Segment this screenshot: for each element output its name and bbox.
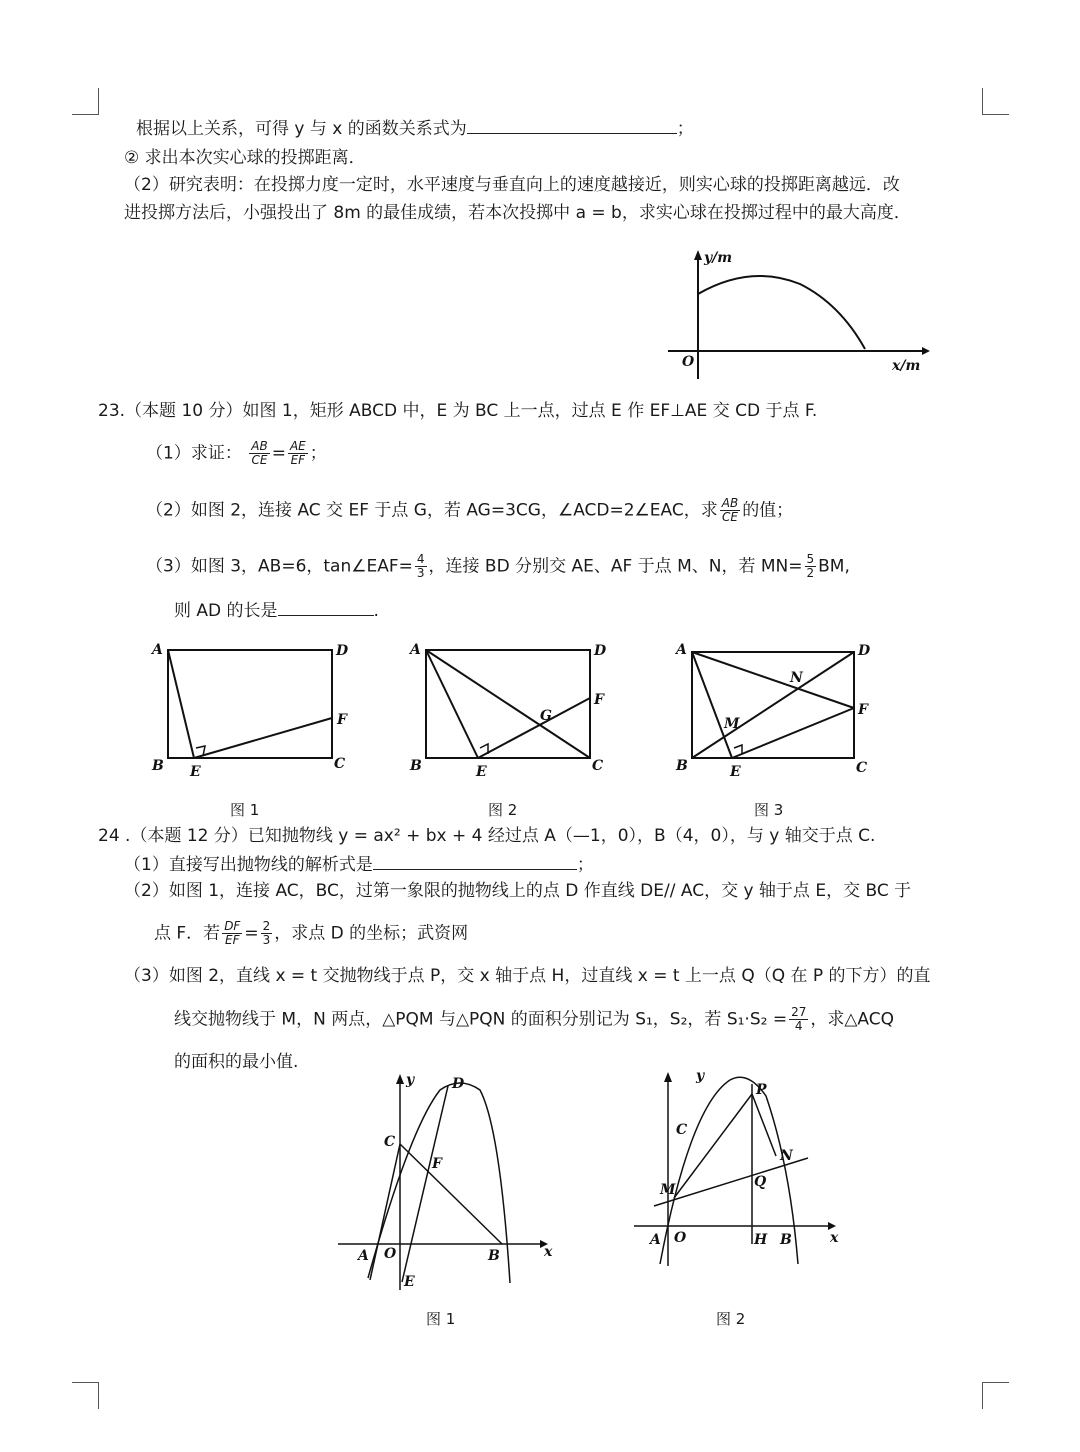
svg-text:E: E <box>476 764 487 780</box>
segment-af <box>692 652 854 708</box>
q22-trajectory-graph <box>660 244 930 384</box>
q24-answer-blank <box>373 852 577 870</box>
q22-line1: 根据以上关系，可得 y 与 x 的函数关系式为 ； <box>136 116 694 141</box>
segment-ae <box>168 650 194 758</box>
fraction-4-3: $\frac{4}{3}$ <box>416 552 425 580</box>
svg-text:E: E <box>730 764 741 780</box>
svg-text:B: B <box>676 758 688 774</box>
svg-text:y: y <box>696 1068 705 1084</box>
svg-text:C: C <box>856 760 868 776</box>
q22-part2-line2: 进投掷方法后，小强投出了 8m 的最佳成绩，若本次投掷中 a = b，求实心球在投掷过程中的最大高度． <box>124 203 911 223</box>
fraction-df-ef: $\frac{DF}{EF}$ <box>224 919 241 947</box>
origin-label: O <box>682 354 695 370</box>
q23-stem: 23.（本题 10 分）如图 1，矩形 ABCD 中，E 为 BC 上一点，过点 E 作 EF⊥AE 交 CD 于点 F. <box>98 401 818 421</box>
q23-caption-3: 图 3 <box>754 801 784 819</box>
segment-ae <box>692 652 732 758</box>
svg-text:F: F <box>432 1156 442 1172</box>
segment-ef <box>194 718 332 758</box>
x-axis-arrow-icon <box>828 1222 836 1230</box>
svg-text:O: O <box>674 1230 687 1246</box>
q24-part1: （1）直接写出抛物线的解析式是 ； <box>124 852 594 877</box>
right-angle-mark <box>196 746 205 756</box>
x-axis-arrow-icon <box>922 347 930 355</box>
svg-text:M: M <box>660 1182 676 1198</box>
fraction-27-4: $\frac{27}{4}$ <box>791 1005 807 1033</box>
q23-caption-1: 图 1 <box>230 801 260 819</box>
svg-text:M: M <box>724 716 740 732</box>
q24-stem: 24 .（本题 12 分）已知抛物线 y = ax² + bx + 4 经过点 A（—1，0），B（4，0），与 y 轴交于点 C. <box>98 826 876 846</box>
corner-mark-top-right <box>982 88 1009 115</box>
y-axis-label: y/m <box>704 250 733 266</box>
segment-ef <box>732 708 854 758</box>
svg-text:C: C <box>384 1134 396 1150</box>
svg-text:A: A <box>410 642 421 658</box>
y-axis-arrow-icon <box>664 1072 672 1082</box>
fraction-ab-ce: $\frac{AB}{CE}$ <box>251 439 268 467</box>
svg-text:H: H <box>754 1232 768 1248</box>
svg-text:x: x <box>544 1244 553 1260</box>
y-axis-arrow-icon <box>396 1074 404 1084</box>
svg-text:E: E <box>404 1274 415 1290</box>
q22-line2: ② 求出本次实心球的投掷距离． <box>124 148 366 168</box>
q23-figure-1 <box>146 640 356 780</box>
svg-text:Q: Q <box>754 1174 767 1190</box>
svg-text:B: B <box>152 758 164 774</box>
svg-text:F: F <box>337 712 347 728</box>
svg-text:O: O <box>384 1246 397 1262</box>
q24-part3-line3: 的面积的最小值. <box>174 1052 299 1072</box>
segment-bc <box>400 1144 502 1244</box>
q24-caption-1: 图 1 <box>426 1310 456 1328</box>
q23-part2: （2）如图 2，连接 AC 交 EF 于点 G，若 AG=3CG，∠ACD=2∠EAC，求 $\frac{AB}{CE}$ 的值； <box>146 496 794 524</box>
q24-caption-2: 图 2 <box>716 1310 746 1328</box>
svg-text:N: N <box>790 670 803 686</box>
svg-text:D: D <box>594 643 607 659</box>
q24-part3-line2: 线交抛物线于 M，N 两点，△PQM 与△PQN 的面积分别记为 S₁，S₂，若 S₁·S₂ = $\frac{27}{4}$ ，求△ACQ <box>174 1005 895 1033</box>
svg-text:D: D <box>336 643 349 659</box>
trajectory-curve <box>698 276 865 349</box>
svg-text:B: B <box>410 758 422 774</box>
fraction-5-2: $\frac{5}{2}$ <box>806 552 815 580</box>
svg-text:C: C <box>676 1122 688 1138</box>
line-mn <box>654 1158 808 1206</box>
svg-text:G: G <box>540 708 552 724</box>
svg-text:P: P <box>756 1082 767 1098</box>
segment-ef <box>478 698 590 758</box>
q23-caption-2: 图 2 <box>488 801 518 819</box>
svg-text:D: D <box>452 1076 465 1092</box>
svg-text:A: A <box>358 1248 369 1264</box>
svg-text:B: B <box>780 1232 792 1248</box>
q22-part2-line1: （2）研究表明：在投掷力度一定时，水平速度与垂直向上的速度越接近，则实心球的投掷距离越远．改 <box>124 175 900 195</box>
right-angle-mark <box>734 745 742 754</box>
svg-text:F: F <box>594 692 604 708</box>
svg-text:D: D <box>858 643 871 659</box>
svg-text:F: F <box>858 702 868 718</box>
svg-text:y: y <box>406 1072 415 1088</box>
fraction-2-3: $\frac{2}{3}$ <box>262 919 271 947</box>
q24-figure-2 <box>630 1066 850 1276</box>
svg-text:A: A <box>152 642 163 658</box>
q24-figure-1 <box>330 1068 570 1298</box>
svg-text:A: A <box>650 1232 661 1248</box>
svg-text:N: N <box>780 1148 793 1164</box>
svg-text:E: E <box>190 764 201 780</box>
svg-text:B: B <box>488 1248 500 1264</box>
segment-mp <box>674 1094 752 1198</box>
q24-part2-line2: 点 F．若 $\frac{DF}{EF}$ = $\frac{2}{3}$ ，求点 D 的坐标；武资网 <box>154 919 469 947</box>
svg-text:A: A <box>676 642 687 658</box>
corner-mark-bottom-left <box>72 1382 99 1409</box>
fraction-ab-ce-2: $\frac{AB}{CE}$ <box>721 496 739 524</box>
q23-part3: （3）如图 3，AB=6，tan∠EAF= $\frac{4}{3}$ ，连接 BD 分别交 AE、AF 于点 M、N，若 MN= $\frac{5}{2}$ BM, <box>146 552 850 580</box>
corner-mark-top-left <box>72 88 99 115</box>
q23-part3-line2: 则 AD 的长是 . <box>174 598 379 623</box>
svg-text:C: C <box>334 756 346 772</box>
q23-figure-3 <box>672 640 882 780</box>
q23-answer-blank <box>278 598 374 616</box>
q24-part2-line1: （2）如图 1，连接 AC，BC，过第一象限的抛物线上的点 D 作直线 DE// AC，交 y 轴于点 E，交 BC 于 <box>124 881 912 901</box>
x-axis-label: x/m <box>892 358 921 374</box>
q22-relation-text: 根据以上关系，可得 y 与 x 的函数关系式为 <box>136 119 467 139</box>
svg-text:C: C <box>592 758 604 774</box>
y-axis-arrow-icon <box>694 250 702 260</box>
q23-figure-2 <box>404 640 614 780</box>
fraction-ae-ef: $\frac{AE}{EF}$ <box>289 439 306 467</box>
q23-part1: （1）求证： $\frac{AB}{CE}$ = $\frac{AE}{EF}$ ； <box>146 439 327 467</box>
corner-mark-bottom-right <box>982 1382 1009 1409</box>
segment-pn <box>752 1094 776 1156</box>
q24-part3-line1: （3）如图 2，直线 x = t 交抛物线于点 P，交 x 轴于点 H，过直线 x = t 上一点 Q（Q 在 P 的下方）的直 <box>124 966 931 986</box>
q22-answer-blank <box>467 116 677 134</box>
svg-text:x: x <box>830 1230 839 1246</box>
